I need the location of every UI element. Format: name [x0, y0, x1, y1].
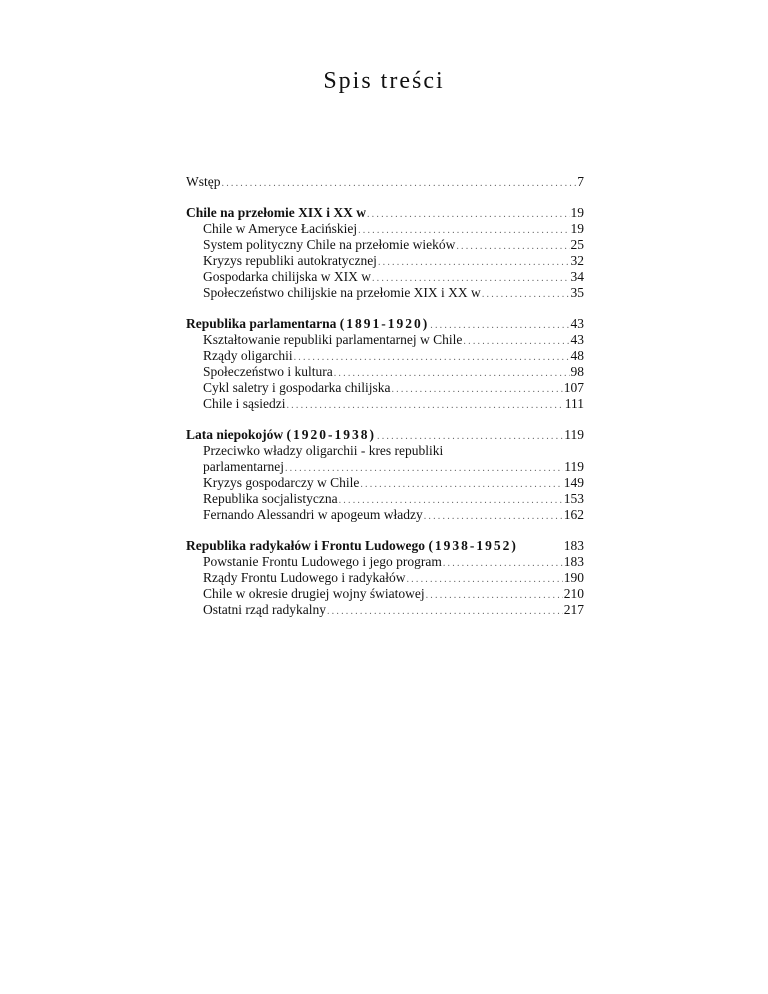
- page-title: Spis treści: [323, 68, 445, 94]
- toc-section: [186, 427, 584, 523]
- toc-section: [186, 538, 584, 618]
- toc-entry-page: 48: [570, 348, 584, 363]
- toc-entry-title: Cykl saletry i gospodarka chilijska: [203, 380, 391, 395]
- toc-entry-page: 190: [563, 570, 584, 585]
- toc-entry-title: Rządy Frontu Ludowego i radykałów: [203, 570, 406, 585]
- toc-entry: [186, 380, 584, 396]
- toc-leader-dots: [443, 556, 563, 572]
- toc-chapter-name: Republika radykałów i Frontu Ludowego: [186, 538, 426, 553]
- toc-entry: [186, 459, 584, 475]
- toc-entry-title: Kryzys gospodarczy w Chile: [203, 475, 360, 490]
- toc-entry: [186, 475, 584, 491]
- toc-leader-dots: [424, 509, 563, 525]
- toc-entry-title: System polityczny Chile na przełomie wieków: [203, 237, 456, 252]
- toc-chapter-entry: [186, 538, 584, 554]
- toc-entry: [186, 396, 584, 412]
- toc-entry-title: Ostatni rząd radykalny: [203, 602, 326, 617]
- toc-entry-page: 25: [570, 237, 584, 252]
- toc-entry-title: Chile w okresie drugiej wojny światowej: [203, 586, 425, 601]
- toc-entry-title: Fernando Alessandri w apogeum władzy: [203, 507, 423, 522]
- toc-entry-title: Republika socjalistyczna: [203, 491, 338, 506]
- toc-entry-page: 153: [563, 491, 584, 506]
- toc-entry-page: 111: [564, 396, 584, 411]
- toc-entry-page: 19: [570, 205, 584, 220]
- toc-entry: [186, 507, 584, 523]
- toc-entry: [186, 602, 584, 618]
- toc-entry-title: Kształtowanie republiki parlamentarnej w Chile: [203, 332, 463, 347]
- toc-chapter-title: Chile na przełomie XIX i XX w: [186, 205, 366, 220]
- toc-entry-title: Społeczeństwo chilijskie na przełomie XIX i XX w: [203, 285, 481, 300]
- toc-leader-dots: [391, 382, 562, 398]
- toc-entry-page: 149: [563, 475, 584, 490]
- toc-entry-page: 217: [563, 602, 584, 617]
- toc-entry-page: 162: [563, 507, 584, 522]
- toc-entry-page: 98: [570, 364, 584, 379]
- toc-section-intro: [186, 174, 584, 190]
- toc-section: [186, 316, 584, 412]
- toc-chapter-entry: [186, 427, 584, 443]
- toc-entry-line: [186, 443, 584, 459]
- toc-section: [186, 205, 584, 301]
- toc-leader-dots: [367, 207, 570, 223]
- toc-entry-page: 19: [570, 221, 584, 236]
- toc-entry: [186, 332, 584, 348]
- toc-entry: [186, 237, 584, 253]
- toc-chapter-name: Lata niepokojów: [186, 427, 284, 442]
- toc-leader-dots: [286, 398, 563, 414]
- toc-leader-dots: [482, 287, 570, 303]
- toc-chapter-entry: [186, 205, 584, 221]
- toc-leader-dots: [463, 334, 569, 350]
- toc-entry-page: 119: [564, 459, 584, 474]
- toc-leader-dots: [406, 572, 562, 588]
- toc-entry-title: Społeczeństwo i kultura: [203, 364, 333, 379]
- toc-entry-page: 7: [577, 174, 584, 189]
- toc-leader-dots: [378, 255, 570, 271]
- table-of-contents: [186, 174, 584, 633]
- toc-chapter-title: [186, 427, 376, 443]
- toc-entry-title: Powstanie Frontu Ludowego i jego program: [203, 554, 442, 569]
- toc-entry: [186, 491, 584, 507]
- toc-entry-page: 107: [563, 380, 584, 395]
- toc-entry-page: 43: [570, 332, 584, 347]
- toc-entry-page: 34: [570, 269, 584, 284]
- toc-entry: [186, 221, 584, 237]
- toc-entry: [186, 174, 584, 190]
- toc-entry: [186, 348, 584, 364]
- toc-entry-page: 183: [563, 538, 584, 553]
- toc-entry-title: Gospodarka chilijska w XIX w: [203, 269, 371, 284]
- toc-entry-page: 43: [570, 316, 584, 331]
- toc-entry: [186, 570, 584, 586]
- toc-entry-title: Chile w Ameryce Łacińskiej: [203, 221, 358, 236]
- toc-entry: [186, 364, 584, 380]
- toc-chapter-years: (1938-1952): [428, 538, 518, 553]
- toc-entry-title-line: Przeciwko władzy oligarchii - kres republiki: [203, 443, 444, 458]
- toc-chapter-years: (1891-1920): [339, 316, 430, 331]
- toc-entry-title: parlamentarnej: [203, 459, 284, 474]
- toc-entry: [186, 285, 584, 301]
- toc-entry-page: 210: [563, 586, 584, 601]
- toc-leader-dots: [327, 604, 563, 620]
- toc-entry-page: 35: [570, 285, 584, 300]
- toc-entry: [186, 586, 584, 602]
- toc-chapter-years: (1920-1938): [286, 427, 377, 442]
- toc-entry-page: 32: [570, 253, 584, 268]
- toc-entry-page: 183: [563, 554, 584, 569]
- toc-leader-dots: [294, 350, 570, 366]
- toc-entry-title: Wstęp: [186, 174, 221, 189]
- toc-entry-page: 119: [564, 427, 584, 442]
- toc-chapter-entry: [186, 316, 584, 332]
- toc-entry: [186, 269, 584, 285]
- toc-chapter-title: [186, 316, 429, 332]
- toc-entry: [186, 554, 584, 570]
- toc-chapter-title: [186, 538, 518, 554]
- toc-leader-dots: [222, 176, 577, 192]
- toc-chapter-name: Republika parlamentarna: [186, 316, 337, 331]
- toc-leader-dots: [456, 239, 569, 255]
- toc-leader-dots: [426, 588, 563, 604]
- toc-entry-title: Rządy oligarchii: [203, 348, 293, 363]
- toc-entry-title: Chile i sąsiedzi: [203, 396, 286, 411]
- toc-leader-dots: [360, 477, 562, 493]
- toc-entry: [186, 253, 584, 269]
- toc-entry-title: Kryzys republiki autokratycznej: [203, 253, 377, 268]
